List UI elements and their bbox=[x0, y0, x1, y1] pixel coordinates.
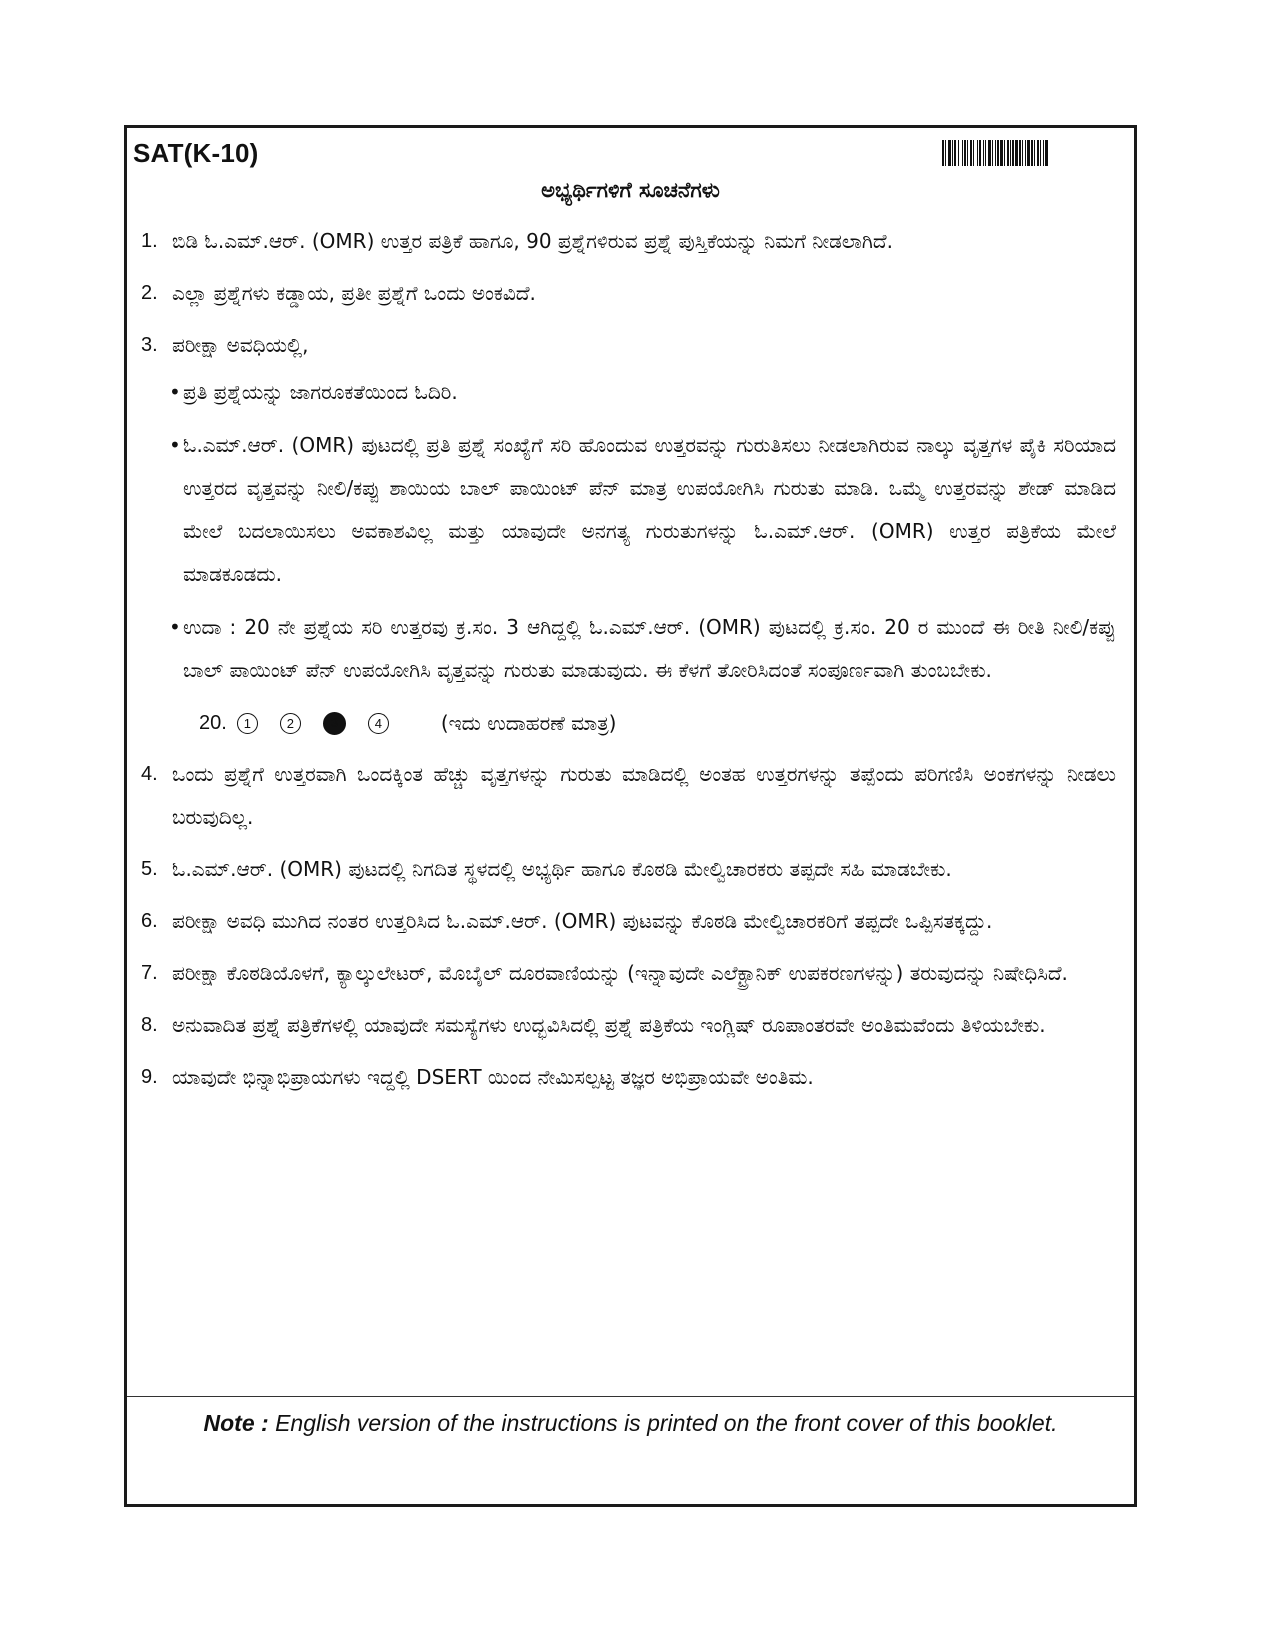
bullet-dot: • bbox=[169, 433, 181, 457]
option-circle-filled: 3 bbox=[323, 712, 346, 735]
instruction-6 bbox=[141, 900, 1116, 943]
instruction-3 bbox=[141, 324, 1116, 367]
bullet-text: ಉದಾ : 20 ನೇ ಪ್ರಶ್ನೆಯ ಸರಿ ಉತ್ತರವು ಕ್ರ.ಸಂ. 3 ಆಗಿದ್ದಲ್ಲಿ ಓ.ಎಮ್.ಆರ್. (OMR) ಪುಟದಲ್ಲಿ ಕ್ರ.ಸಂ. 20 ರ ಮುಂದೆ ಈ ರೀತಿ ನೀಲಿ/ಕಪ್ಪು ಬಾಲ್ ಪಾಯಿಂಟ್ ಪೆನ್ ಉಪಯೋಗಿಸಿ ವೃತ್ತವನ್ನು ಗುರುತು ಮಾಡುವುದು. ಈ ಕೆಳಗೆ ತೋರಿಸಿದಂತೆ ಸಂಪೂರ್ಣವಾಗಿ ತುಂಬಬೇಕು. bbox=[183, 615, 1116, 682]
instruction-number: 3. bbox=[141, 334, 158, 356]
instruction-1 bbox=[141, 220, 1116, 263]
instruction-5 bbox=[141, 848, 1116, 891]
instruction-number: 6. bbox=[141, 910, 158, 932]
example-number: 20. bbox=[199, 712, 227, 734]
option-circle: 1 bbox=[237, 713, 258, 734]
example-note: (ಇದು ಉದಾಹರಣೆ ಮಾತ್ರ) bbox=[440, 711, 617, 735]
barcode bbox=[942, 140, 1120, 166]
instruction-number: 7. bbox=[141, 962, 158, 984]
option-circle: 4 bbox=[368, 713, 389, 734]
instruction-number: 2. bbox=[141, 282, 158, 304]
barcode-stripe bbox=[1048, 140, 1049, 166]
note-label: Note : bbox=[203, 1410, 269, 1436]
instruction-text: ಪರೀಕ್ಷಾ ಅವಧಿ ಮುಗಿದ ನಂತರ ಉತ್ತರಿಸಿದ ಓ.ಎಮ್.ಆರ್. (OMR) ಪುಟವನ್ನು ಕೊಠಡಿ ಮೇಲ್ವಿಚಾರಕರಿಗೆ ತಪ್ಪದೇ ಒಪ್ಪಿಸತಕ್ಕದ್ದು. bbox=[172, 909, 993, 933]
instruction-text: ಎಲ್ಲಾ ಪ್ರಶ್ನೆಗಳು ಕಡ್ಡಾಯ, ಪ್ರತೀ ಪ್ರಶ್ನೆಗೆ ಒಂದು ಅಂಕವಿದೆ. bbox=[172, 281, 536, 305]
instruction-7 bbox=[141, 952, 1116, 995]
bullet-dot: • bbox=[169, 615, 181, 639]
instructions-list bbox=[141, 220, 1116, 1108]
instruction-4 bbox=[141, 753, 1116, 839]
note-text: English version of the instructions is printed on the front cover of this booklet. bbox=[275, 1410, 1058, 1436]
note-divider bbox=[127, 1396, 1134, 1397]
option-circle: 2 bbox=[280, 713, 301, 734]
instruction-text: ಪರೀಕ್ಷಾ ಅವಧಿಯಲ್ಲಿ, bbox=[172, 333, 309, 357]
paper-code: SAT(K-10) bbox=[133, 138, 259, 168]
sub-bullet-1 bbox=[169, 371, 1116, 414]
instruction-text: ಬಿಡಿ ಓ.ಎಮ್.ಆರ್. (OMR) ಉತ್ತರ ಪತ್ರಿಕೆ ಹಾಗೂ, 90 ಪ್ರಶ್ನೆಗಳಿರುವ ಪ್ರಶ್ನೆ ಪುಸ್ತಿಕೆಯನ್ನು ನಿಮಗೆ ನೀಡಲಾಗಿದೆ. bbox=[172, 229, 893, 253]
sub-bullet-2 bbox=[169, 424, 1116, 596]
instruction-8 bbox=[141, 1004, 1116, 1047]
instruction-text: ಪರೀಕ್ಷಾ ಕೊಠಡಿಯೊಳಗೆ, ಕ್ಯಾಲ್ಕುಲೇಟರ್, ಮೊಬೈಲ್ ದೂರವಾಣಿಯನ್ನು (ಇನ್ನಾವುದೇ ಎಲೆಕ್ಟ್ರಾನಿಕ್ ಉಪಕರಣಗಳನ್ನು) ತರುವುದನ್ನು ನಿಷೇಧಿಸಿದೆ. bbox=[172, 961, 1068, 985]
instruction-text: ಓ.ಎಮ್.ಆರ್. (OMR) ಪುಟದಲ್ಲಿ ನಿಗದಿತ ಸ್ಥಳದಲ್ಲಿ ಅಭ್ಯರ್ಥಿ ಹಾಗೂ ಕೊಠಡಿ ಮೇಲ್ವಿಚಾರಕರು ತಪ್ಪದೇ ಸಹಿ ಮಾಡಬೇಕು. bbox=[172, 857, 952, 881]
instruction-text: ಅನುವಾದಿತ ಪ್ರಶ್ನೆ ಪತ್ರಿಕೆಗಳಲ್ಲಿ ಯಾವುದೇ ಸಮಸ್ಯೆಗಳು ಉದ್ಭವಿಸಿದಲ್ಲಿ ಪ್ರಶ್ನೆ ಪತ್ರಿಕೆಯ ಇಂಗ್ಲಿಷ್ ರೂಪಾಂತರವೇ ಅಂತಿಮವೆಂದು ತಿಳಿಯಬೇಕು. bbox=[172, 1013, 1046, 1037]
omr-example bbox=[199, 702, 1116, 745]
bullet-text: ಓ.ಎಮ್.ಆರ್. (OMR) ಪುಟದಲ್ಲಿ ಪ್ರತಿ ಪ್ರಶ್ನೆ ಸಂಖ್ಯೆಗೆ ಸರಿ ಹೊಂದುವ ಉತ್ತರವನ್ನು ಗುರುತಿಸಲು ನೀಡಲಾಗಿರುವ ನಾಲ್ಕು ವೃತ್ತಗಳ ಪೈಕಿ ಸರಿಯಾದ ಉತ್ತರದ ವೃತ್ತವನ್ನು ನೀಲಿ/ಕಪ್ಪು ಶಾಯಿಯ ಬಾಲ್ ಪಾಯಿಂಟ್ ಪೆನ್ ಮಾತ್ರ ಉಪಯೋಗಿಸಿ ಗುರುತು ಮಾಡಿ. ಒಮ್ಮೆ ಉತ್ತರವನ್ನು ಶೇಡ್ ಮಾಡಿದ ಮೇಲೆ ಬದಲಾಯಿಸಲು ಅವಕಾಶವಿಲ್ಲ ಮತ್ತು ಯಾವುದೇ ಅನಗತ್ಯ ಗುರುತುಗಳನ್ನು ಓ.ಎಮ್.ಆರ್. (OMR) ಉತ್ತರ ಪತ್ರಿಕೆಯ ಮೇಲೆ ಮಾಡಕೂಡದು. bbox=[183, 433, 1116, 586]
bullet-dot: • bbox=[169, 380, 181, 404]
instruction-number: 8. bbox=[141, 1014, 158, 1036]
instruction-9 bbox=[141, 1056, 1116, 1099]
bullet-text: ಪ್ರತಿ ಪ್ರಶ್ನೆಯನ್ನು ಜಾಗರೂಕತೆಯಿಂದ ಓದಿರಿ. bbox=[183, 380, 458, 404]
sub-bullet-3 bbox=[169, 606, 1116, 692]
instruction-text: ಯಾವುದೇ ಭಿನ್ನಾಭಿಪ್ರಾಯಗಳು ಇದ್ದಲ್ಲಿ DSERT ಯಿಂದ ನೇಮಿಸಲ್ಪಟ್ಟ ತಜ್ಞರ ಅಭಿಪ್ರಾಯವೇ ಅಂತಿಮ. bbox=[172, 1065, 814, 1089]
instruction-number: 5. bbox=[141, 858, 158, 880]
footer-note bbox=[127, 1410, 1134, 1437]
instruction-2 bbox=[141, 272, 1116, 315]
instruction-frame bbox=[124, 125, 1137, 1507]
instruction-number: 4. bbox=[141, 763, 158, 785]
instruction-number: 1. bbox=[141, 230, 158, 252]
instruction-text: ಒಂದು ಪ್ರಶ್ನೆಗೆ ಉತ್ತರವಾಗಿ ಒಂದಕ್ಕಿಂತ ಹೆಚ್ಚು ವೃತ್ತಗಳನ್ನು ಗುರುತು ಮಾಡಿದಲ್ಲಿ ಅಂತಹ ಉತ್ತರಗಳನ್ನು ತಪ್ಪೆಂದು ಪರಿಗಣಿಸಿ ಅಂಕಗಳನ್ನು ನೀಡಲು ಬರುವುದಿಲ್ಲ. bbox=[172, 762, 1116, 829]
instruction-number: 9. bbox=[141, 1066, 158, 1088]
page-title: ಅಭ್ಯರ್ಥಿಗಳಿಗೆ ಸೂಚನೆಗಳು bbox=[541, 178, 720, 202]
